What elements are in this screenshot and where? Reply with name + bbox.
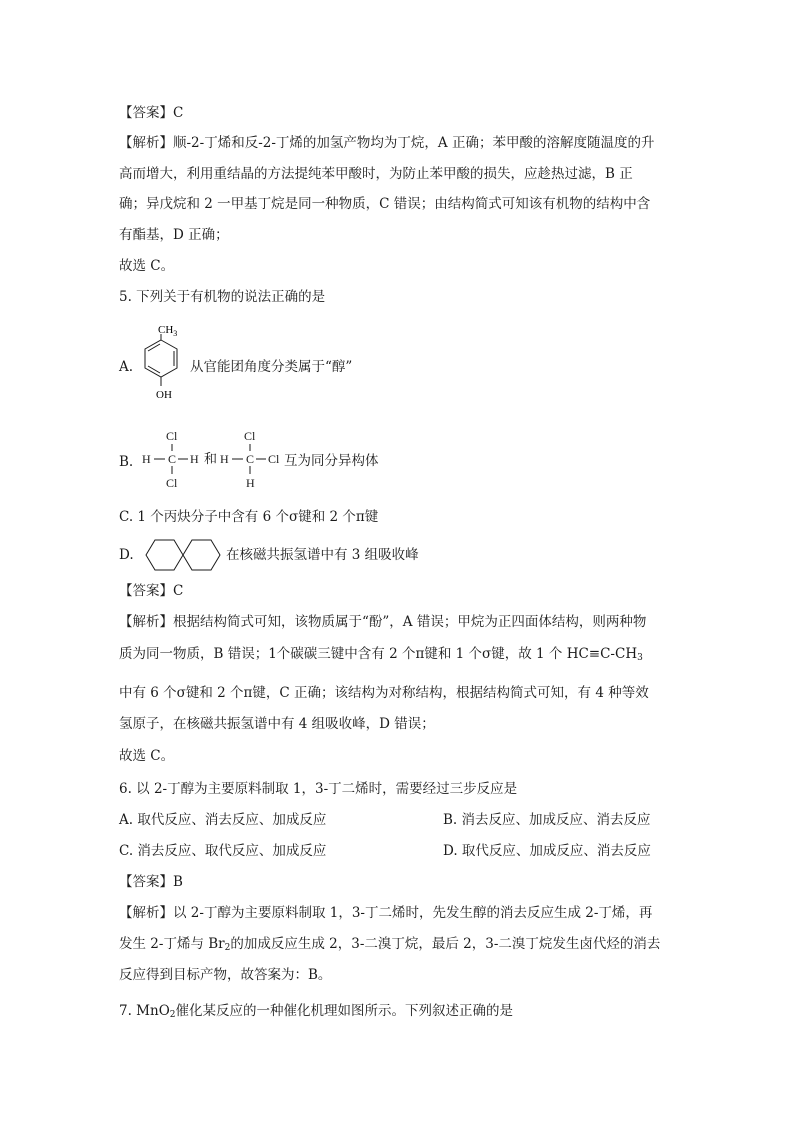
q6-option-b: B. 消去反应、加成反应、消去反应 — [443, 812, 651, 828]
q6-explanation-line-3: 反应得到目标产物，故答案为：B。 — [119, 967, 332, 983]
q5-explanation-line-1: 【解析】根据结构简式可知，该物质属于“酚”，A 错误；甲烷为正四面体结构，则两种物 — [119, 614, 647, 630]
q5-option-c: C. 1 个丙炔分子中含有 6 个σ键和 2 个π键 — [119, 509, 379, 525]
q6-answer: 【答案】B — [119, 874, 183, 890]
q5-option-b-text: 互为同分异构体 — [284, 453, 379, 469]
q4-conclusion: 故选 C。 — [119, 258, 175, 274]
q6-explanation-line-2: 发生 2-丁烯与 $Br_2$的加成反应生成 2，3-二溴丁烷，最后 2，3-二溴丁烷发生卤代烃的消去 — [119, 936, 661, 953]
b2-c: C — [246, 452, 255, 466]
q6-option-c: C. 消去反应、取代反应、加成反应 — [119, 843, 327, 859]
q5-answer: 【答案】C — [119, 583, 184, 599]
q6-explanation-line-1: 【解析】以 2-丁醇为主要原料制取 1，3-丁二烯时，先发生醇的消去反应生成 2-丁烯，再 — [119, 905, 653, 921]
b1-h-right: H — [190, 452, 199, 466]
hydroxyl-label: OH — [156, 389, 172, 401]
q5-explanation-line-4: 氢原子，在核磁共振氢谱中有 4 组吸收峰，D 错误； — [119, 716, 435, 732]
q4-explanation-line-2: 高而增大，利用重结晶的方法提纯苯甲酸时，为防止苯甲酸的损失，应趁热过滤，B 正 — [119, 166, 633, 182]
methyl-label: $CH_3$ — [158, 324, 178, 338]
q7-stem: 7. MnO$_2$催化某反应的一种催化机理如图所示。下列叙述正确的是 — [119, 1003, 513, 1020]
b1-h-left: H — [142, 452, 151, 466]
p-cresol-structure — [138, 318, 198, 418]
b1-cl-bottom: Cl — [166, 476, 178, 490]
q4-answer: 【答案】C — [119, 105, 184, 121]
b1-cl-top: Cl — [166, 429, 178, 443]
q6-option-d: D. 取代反应、加成反应、消去反应 — [443, 843, 651, 859]
q5-option-a-text: 从官能团角度分类属于“醇” — [190, 359, 353, 375]
b-and-word: 和 — [204, 452, 218, 467]
b2-h-bottom: H — [246, 476, 255, 490]
q6-option-a: A. 取代反应、消去反应、加成反应 — [119, 812, 327, 828]
b2-cl-right: Cl — [268, 452, 280, 466]
q5-option-b-label: B. — [119, 454, 134, 470]
q5-option-a-label: A. — [119, 359, 134, 375]
b1-c: C — [168, 452, 177, 466]
b2-h-left: H — [220, 452, 229, 466]
q5-conclusion: 故选 C。 — [119, 748, 175, 764]
benzene-ring — [145, 334, 177, 386]
q6-stem: 6. 以 2-丁醇为主要原料制取 1，3-丁二烯时，需要经过三步反应是 — [119, 781, 518, 797]
q5-option-d-label: D. — [119, 547, 134, 563]
q5-option-d-text: 在核磁共振氢谱中有 3 组吸收峰 — [226, 547, 419, 563]
q4-explanation-line-1: 【解析】顺-2-丁烯和反-2-丁烯的加氢产物均为丁烷，A 正确；苯甲酸的溶解度随温度的升 — [119, 135, 655, 151]
q5-explanation-line-2: 质为同一物质，B 错误；1个碳碳三键中含有 2 个π键和 1 个σ键，故 1 个 $HC\equiv C-CH_3$ — [119, 646, 643, 663]
q5-explanation-line-3: 中有 6 个σ键和 2 个π键，C 正确；该结构为对称结构，根据结构简式可知，有 4 种等效 — [119, 685, 649, 701]
q4-explanation-line-4: 有酯基，D 正确； — [119, 227, 229, 243]
q4-explanation-line-3: 确；异戊烷和 2 一甲基丁烷是同一种物质，C 错误；由结构简式可知该有机物的结构中含 — [119, 196, 651, 212]
q5-stem: 5. 下列关于有机物的说法正确的是 — [119, 289, 326, 305]
bicyclohexyl-structure — [142, 537, 228, 573]
b2-cl-top: Cl — [244, 429, 256, 443]
